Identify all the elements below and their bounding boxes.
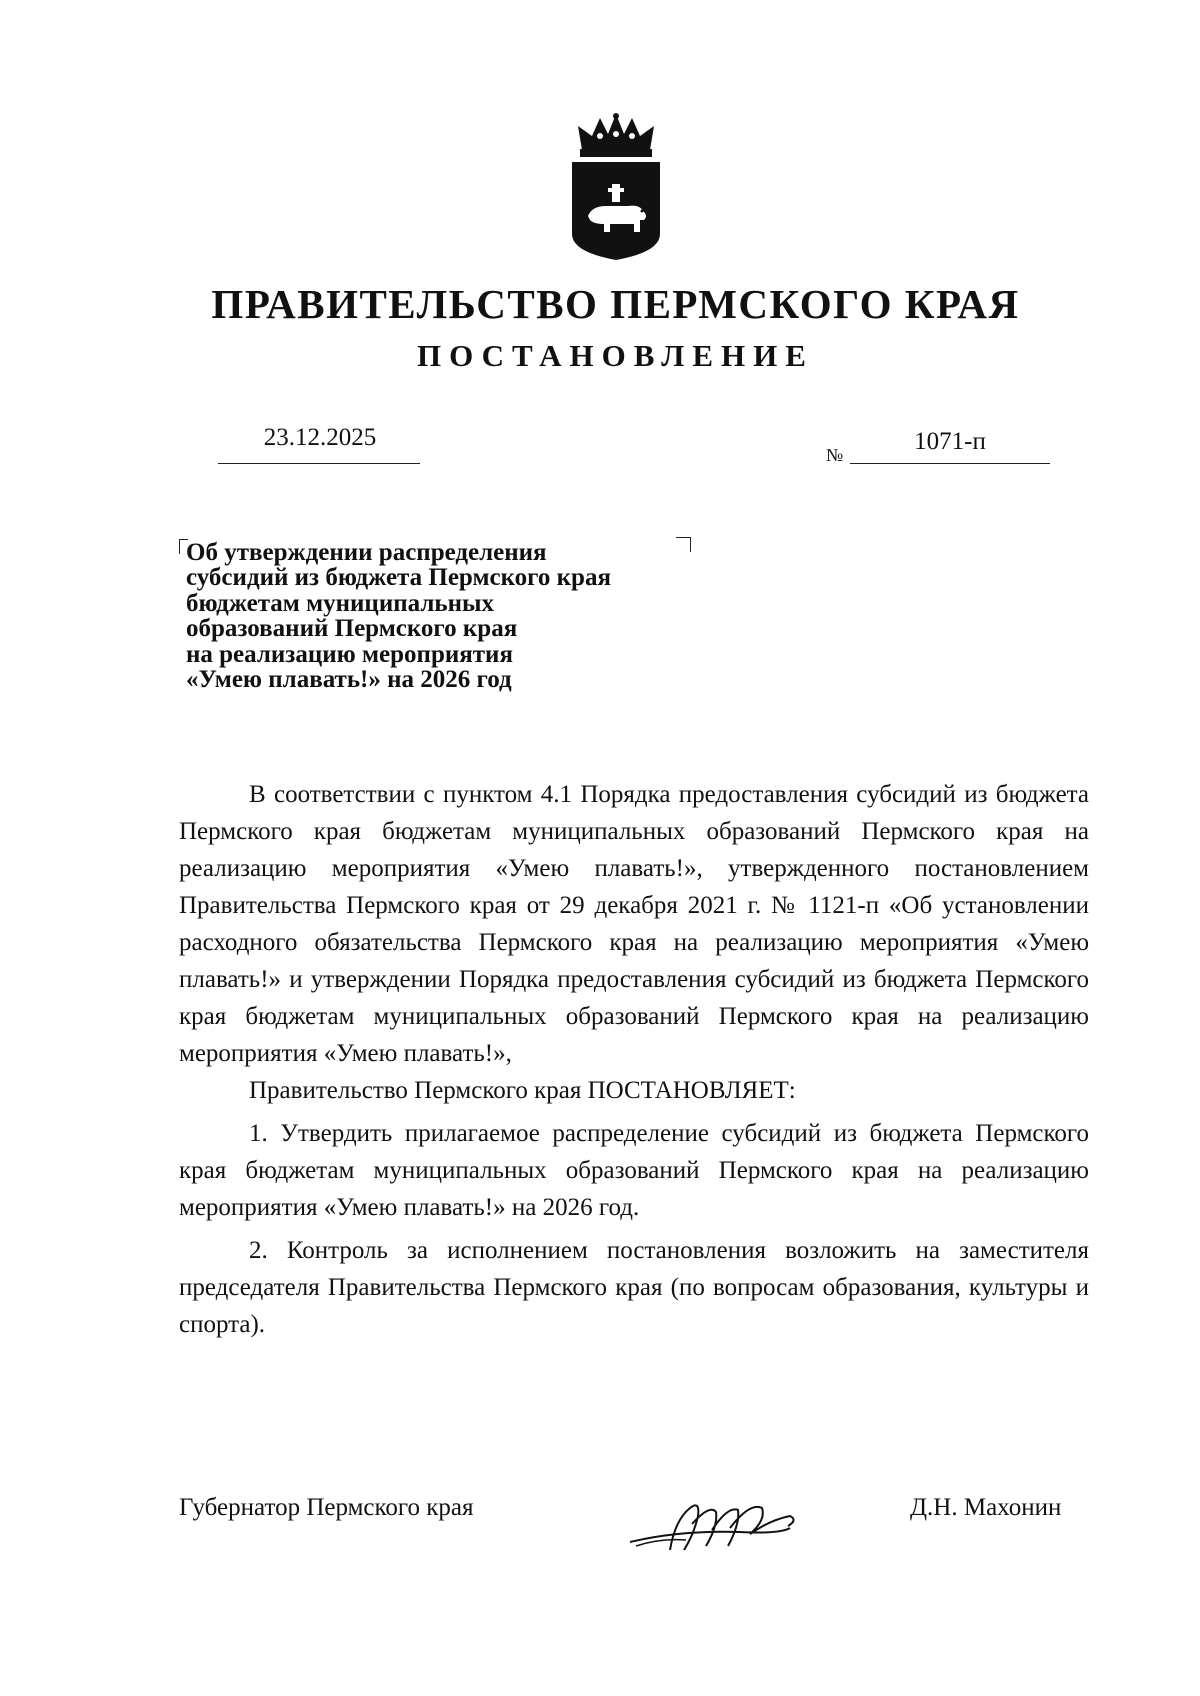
- body-paragraph-preamble: В соответствии с пунктом 4.1 Порядка предоставления субсидий из бюджета Пермского края бюджетам муниципальных образований Пермского края на реализацию мероприятия «Умею плавать!», утвержденного постановлением Правительства Пермского края от 29 декабря 2021 г. № 1121-п «Об установлении расходного обязательства Пермского края на реализацию мероприятия «Умею плавать!» и утверждении Порядка предоставления субсидий из бюджета Пермского края бюджетам муниципальных образований Пермского края на реализацию мероприятия «Умею плавать!»,: [179, 781, 1089, 1067]
- date-underline: [218, 463, 420, 464]
- document-date: 23.12.2025: [263, 424, 377, 451]
- subject-line: бюджетам муниципальных: [186, 589, 495, 617]
- organization-title: ПРАВИТЕЛЬСТВО ПЕРМСКОГО КРАЯ: [211, 281, 1020, 327]
- document-body: [179, 776, 1089, 1343]
- subject-line: образований Пермского края: [186, 615, 518, 643]
- number-underline: [850, 463, 1050, 464]
- signer-position: Губернатор Пермского края: [179, 1494, 474, 1521]
- subject-line: на реализацию мероприятия: [186, 640, 513, 668]
- number-sign: №: [826, 445, 844, 465]
- subject-line: Об утверждении распределения: [186, 539, 547, 566]
- document-subject: [186, 540, 706, 692]
- subject-line: субсидий из бюджета Пермского края: [186, 564, 611, 592]
- document-number: 1071-п: [914, 428, 986, 455]
- subject-line: «Умею плавать!» на 2026 год: [186, 666, 512, 694]
- body-paragraph-item-1: 1. Утвердить прилагаемое распределение субсидий из бюджета Пермского края бюджетам муниципальных образований Пермского края на реализацию мероприятия «Умею плавать!» на 2026 год.: [179, 1120, 1089, 1221]
- coat-of-arms-emblem: [570, 112, 662, 262]
- body-paragraph-item-2: 2. Контроль за исполнением постановления возложить на заместителя председателя Правительства Пермского края (по вопросам образования, культуры и спорта).: [179, 1237, 1089, 1338]
- body-paragraph-resolves: Правительство Пермского края ПОСТАНОВЛЯЕТ:: [249, 1077, 796, 1104]
- signer-name: Д.Н. Махонин: [910, 1494, 1062, 1521]
- document-type-title: ПОСТАНОВЛЕНИЕ: [417, 338, 814, 373]
- handwritten-signature: [620, 1490, 820, 1560]
